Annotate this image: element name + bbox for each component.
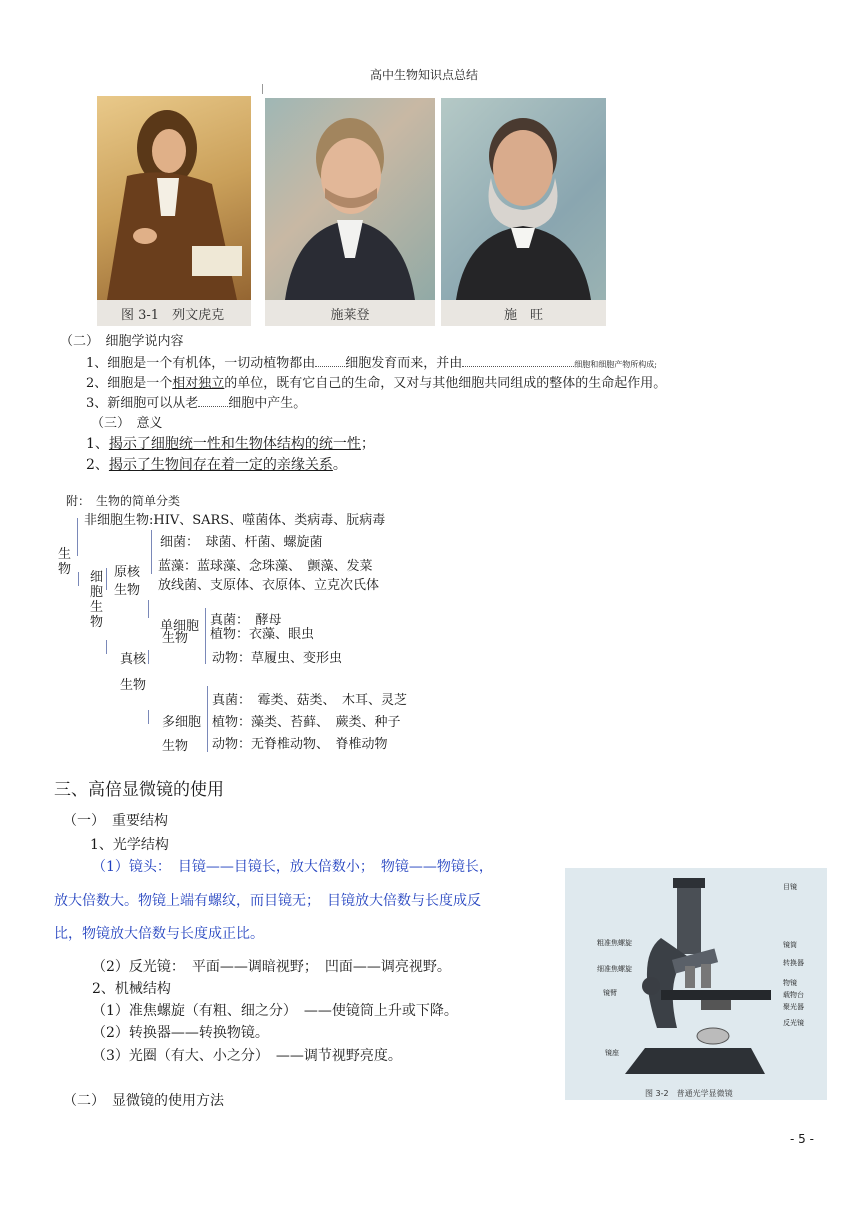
brace-unicellular-groups: [205, 608, 206, 664]
lens-text-line-3: 比，物镜放大倍数与长度成正比。: [54, 926, 264, 942]
label-eukaryotes-b: 生物: [120, 678, 147, 693]
brace-prokaryote-groups: [151, 530, 152, 574]
meaning-1: 1、揭示了细胞统一性和生物体结构的统一性；: [86, 436, 375, 452]
label-multicellular-a: 多细胞: [162, 715, 202, 730]
label-cellular-organisms: 细胞生物: [90, 570, 104, 630]
meaning-2: 2、揭示了生物间存在着一定的亲缘关系。: [86, 457, 347, 473]
blank-2: [462, 354, 574, 367]
mechanical-item-1: （1）准焦螺旋（有粗、细之分） ——使镜筒上升或下降。: [92, 1003, 458, 1019]
unicellular-plants: 植物：衣藻、眼虫: [210, 627, 315, 642]
brace-organisms: [77, 518, 78, 556]
blank-1: [315, 354, 345, 367]
page-header: 高中生物知识点总结: [370, 68, 479, 82]
cell-theory-item-1: 1、细胞是一个有机体，一切动植物都由 细胞发育而来，并由 细胞和细胞产物所构成;: [86, 356, 657, 371]
subheading-structure: （一） 重要结构: [63, 813, 168, 829]
label-objective: 物镜: [783, 979, 797, 987]
portrait-schleiden: [265, 98, 435, 326]
mechanical-item-2: （2）转换器——转换物镜。: [92, 1025, 269, 1041]
section-title-microscope: 三、高倍显微镜的使用: [54, 780, 224, 800]
label-eukaryotes-a: 真核: [120, 652, 147, 667]
brace-multicellular-groups: [207, 686, 208, 752]
label-arm: 镜臂: [603, 989, 617, 997]
lens-text-line-2: 放大倍数大。物镜上端有螺纹，而目镜无； 目镜放大倍数与长度成反: [54, 893, 481, 909]
brace-prokaryote: [106, 568, 107, 590]
meaning-heading: （三） 意义: [91, 416, 163, 431]
label-organisms: 生物: [58, 547, 72, 577]
optical-structure: 1、光学结构: [90, 837, 169, 853]
schwann-illustration: [441, 98, 606, 300]
subheading-usage: （二） 显微镜的使用方法: [63, 1093, 224, 1109]
brace-multicellular: [148, 710, 149, 724]
label-converter: 转换器: [783, 959, 804, 967]
brace-eukaryote-inner: [148, 650, 149, 664]
classification-title: 附： 生物的简单分类: [66, 494, 181, 508]
unicellular-fungi: 真菌： 酵母: [210, 613, 282, 628]
page-number: - 5 -: [790, 1132, 814, 1146]
unicellular-animals: 动物：草履虫、变形虫: [212, 651, 343, 666]
brace-cellular: [78, 572, 79, 586]
label-tube: 镜筒: [783, 941, 797, 949]
label-unicellular-a: 单细胞: [160, 619, 200, 634]
multicellular-fungi: 真菌： 霉类、菇类、 木耳、灵芝: [212, 693, 408, 708]
figure-caption-schwann: 施 旺: [441, 300, 606, 326]
brace-eukaryote: [106, 640, 107, 654]
label-unicellular-b: 生物: [162, 631, 189, 646]
header-divider: [262, 84, 263, 94]
label-base: 镜座: [605, 1049, 619, 1057]
portrait-schwann: [441, 98, 606, 326]
label-prokaryotes: 原核生物: [114, 565, 141, 598]
label-mirror: 反光镜: [783, 1019, 804, 1027]
brace-unicellular: [148, 600, 149, 618]
blank-3: [198, 394, 228, 407]
prokaryote-bacteria: 细菌： 球菌、杆菌、螺旋菌: [160, 535, 323, 550]
label-condenser: 聚光器: [783, 1003, 804, 1011]
cell-theory-heading: （二） 细胞学说内容: [60, 334, 184, 349]
figure-caption-schleiden: 施莱登: [265, 300, 435, 326]
mirror-text: （2）反光镜： 平面——调暗视野； 凹面——调亮视野。: [92, 959, 451, 975]
multicellular-plants: 植物：藻类、苔藓、 蕨类、种子: [212, 715, 401, 730]
label-multicellular-b: 生物: [162, 739, 189, 754]
prokaryote-others: 放线菌、支原体、衣原体、立克次氏体: [158, 578, 380, 593]
label-eyepiece: 目镜: [783, 883, 797, 891]
label-stage: 载物台: [783, 991, 804, 999]
portrait-leeuwenhoek: [97, 96, 251, 326]
cell-theory-item-2: 2、细胞是一个相对独立的单位，既有它自己的生命，又对与其他细胞共同组成的整体的生命起作用。: [86, 376, 667, 391]
schleiden-illustration: [265, 98, 435, 300]
mechanical-item-3: （3）光圈（有大、小之分） ——调节视野亮度。: [92, 1048, 402, 1064]
leeuwenhoek-illustration: [97, 96, 251, 300]
mechanical-structure: 2、机械结构: [92, 981, 171, 997]
label-fine-adjustment: 细准焦螺旋: [597, 965, 632, 973]
lens-text-line-1: （1）镜头： 目镜——目镜长，放大倍数小； 物镜——物镜长，: [92, 859, 493, 875]
prokaryote-cyanobacteria: 蓝藻：蓝球藻、念珠藻、 颤藻、发菜: [158, 559, 373, 574]
figure-caption-leeuwenhoek: 图 3-1 列文虎克: [97, 300, 251, 326]
microscope-figure: [565, 868, 827, 1100]
label-coarse-adjustment: 粗准焦螺旋: [597, 939, 632, 947]
noncellular-organisms: 非细胞生物:HIV、SARS、噬菌体、类病毒、朊病毒: [84, 513, 386, 528]
multicellular-animals: 动物：无脊椎动物、 脊椎动物: [212, 737, 388, 752]
cell-theory-item-3: 3、新细胞可以从老 细胞中产生。: [86, 396, 307, 411]
microscope-caption: 图 3-2 普通光学显微镜: [645, 1089, 733, 1098]
